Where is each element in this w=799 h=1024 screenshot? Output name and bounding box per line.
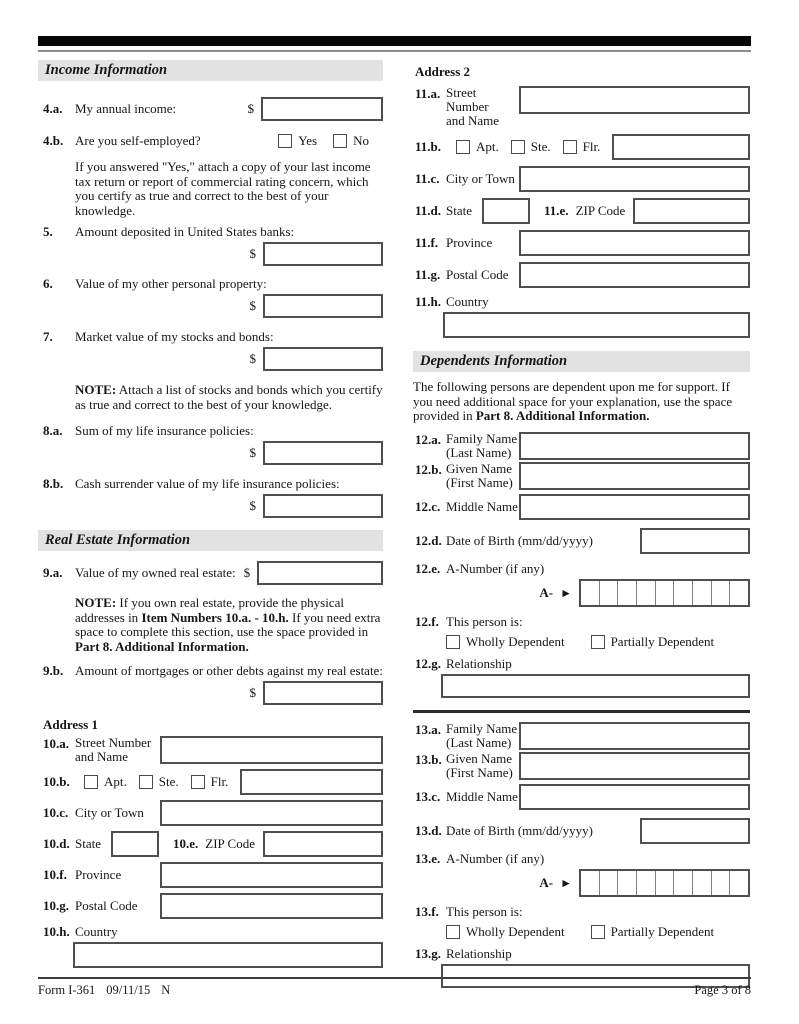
income-section-title: Income Information xyxy=(45,62,168,78)
item-5 xyxy=(38,224,383,266)
zip-label: ZIP Code xyxy=(205,836,255,851)
real-estate-note xyxy=(75,596,383,654)
comb-cell xyxy=(599,581,618,605)
comb-cell xyxy=(711,871,730,895)
item-8b-label: Cash surrender value of my life insurance policies: xyxy=(75,476,340,491)
flr-checkbox[interactable] xyxy=(191,775,205,789)
item-13c xyxy=(413,784,750,810)
addr2-city-input[interactable] xyxy=(519,166,750,192)
addr2-country-input[interactable] xyxy=(443,312,750,338)
item-9b xyxy=(38,663,383,705)
personal-property-input[interactable] xyxy=(263,294,383,318)
item-13e xyxy=(413,851,750,897)
item-11b xyxy=(413,134,750,160)
dob-label: Date of Birth (mm/dd/yyyy) xyxy=(446,532,593,548)
dep1-a-number-comb-field[interactable] xyxy=(579,579,750,607)
item-11a-number: 11.a. xyxy=(415,86,441,101)
annual-income-input[interactable] xyxy=(261,97,383,121)
item-9b-label: Amount of mortgages or other debts against my real estate: xyxy=(75,663,383,678)
item-12f-number: 12.f. xyxy=(415,613,439,629)
item-8b-number: 8.b. xyxy=(43,476,64,491)
item-11e-number: 11.e. xyxy=(544,203,569,218)
addr2-state-input[interactable] xyxy=(482,198,530,224)
item-10a-number: 10.a. xyxy=(43,736,69,751)
item-5-label: Amount deposited in United States banks: xyxy=(75,224,295,239)
addr2-zip-input[interactable] xyxy=(633,198,750,224)
middle-name-label: Middle Name xyxy=(446,788,518,804)
real-estate-value-input[interactable] xyxy=(257,561,383,585)
item-8a-label: Sum of my life insurance policies: xyxy=(75,423,254,438)
page-number: Page 3 of 8 xyxy=(694,983,751,997)
item-10d-number: 10.d. xyxy=(43,836,70,851)
item-7 xyxy=(38,329,383,371)
item-12d xyxy=(413,528,750,554)
item-8a xyxy=(38,423,383,465)
apt-checkbox[interactable] xyxy=(456,140,470,154)
family-name-label: Family Name (Last Name) xyxy=(446,720,518,750)
item-8a-number: 8.a. xyxy=(43,423,63,438)
item-11f xyxy=(413,230,750,256)
item-13d xyxy=(413,818,750,844)
flr-label: Flr. xyxy=(210,774,229,789)
dependents-section-title: Dependents Information xyxy=(420,353,568,369)
person-is-label: This person is: xyxy=(446,613,523,629)
item-10f xyxy=(38,862,383,888)
flr-label: Flr. xyxy=(582,139,601,154)
top-black-bar xyxy=(38,36,751,46)
no-label: No xyxy=(353,133,369,148)
item-12b-number: 12.b. xyxy=(415,461,442,477)
arrow-right-icon: ► xyxy=(560,875,572,890)
partially-dependent-label: Partially Dependent xyxy=(610,923,715,939)
item-11g xyxy=(413,262,750,288)
item-4a-number: 4.a. xyxy=(43,101,63,116)
wholly-dependent-label: Wholly Dependent xyxy=(466,633,565,649)
street-label: Street Number and Name xyxy=(75,735,152,764)
item-11d-number: 11.d. xyxy=(415,203,442,218)
item-12c xyxy=(413,494,750,520)
dep1-given-name-input[interactable] xyxy=(519,462,750,490)
item-12g xyxy=(413,656,750,698)
yes-label: Yes xyxy=(298,133,318,148)
note-bold: NOTE: xyxy=(75,595,117,610)
comb-cell xyxy=(729,871,748,895)
comb-cell xyxy=(617,581,636,605)
comb-cell xyxy=(599,871,618,895)
item-4b-number: 4.b. xyxy=(43,133,64,148)
real-estate-section-title: Real Estate Information xyxy=(45,532,191,548)
state-label: State xyxy=(446,203,472,218)
state-label: State xyxy=(75,836,101,851)
note-text-1: If you own real estate, provide the physical addresses in xyxy=(75,595,344,625)
flr-option xyxy=(563,139,601,155)
country-label: Country xyxy=(75,924,118,939)
given-name-label: Given Name (First Name) xyxy=(446,460,513,490)
dep1-middle-name-input[interactable] xyxy=(519,494,750,520)
comb-cell xyxy=(617,871,636,895)
form-edition-info xyxy=(38,983,170,998)
addr1-province-input[interactable] xyxy=(160,862,383,888)
note-text: Attach a list of stocks and bonds which you certify as true and correct to the best of your knowledge. xyxy=(75,382,383,412)
apt-checkbox[interactable] xyxy=(84,775,98,789)
item-5-number: 5. xyxy=(43,224,53,239)
addr2-unit-number-input[interactable] xyxy=(612,134,750,160)
item-11f-number: 11.f. xyxy=(415,235,439,250)
person-is-label: This person is: xyxy=(446,903,523,919)
item-13d-number: 13.d. xyxy=(415,822,442,838)
dollar-sign: $ xyxy=(249,298,256,313)
dep1-family-name-input[interactable] xyxy=(519,432,750,460)
dob-label: Date of Birth (mm/dd/yyyy) xyxy=(446,822,593,838)
ste-option xyxy=(139,774,179,790)
dollar-sign: $ xyxy=(249,351,256,366)
bank-deposits-input[interactable] xyxy=(263,242,383,266)
item-10h-number: 10.h. xyxy=(43,924,70,939)
item-13g xyxy=(413,946,750,988)
item-10c-number: 10.c. xyxy=(43,805,69,820)
item-13c-number: 13.c. xyxy=(415,788,441,804)
item-6-number: 6. xyxy=(43,276,53,291)
comb-cell xyxy=(692,871,711,895)
right-column xyxy=(413,60,750,988)
dollar-sign: $ xyxy=(249,445,256,460)
item-13e-number: 13.e. xyxy=(415,850,441,866)
intro-bold: Part 8. Additional Information. xyxy=(475,408,650,423)
addr2-postal-code-input[interactable] xyxy=(519,262,750,288)
item-9a-label: Value of my owned real estate: xyxy=(75,565,236,580)
addr1-state-input[interactable] xyxy=(111,831,159,857)
item-10f-number: 10.f. xyxy=(43,867,67,882)
item-13g-number: 13.g. xyxy=(415,945,441,961)
dollar-sign: $ xyxy=(243,565,251,580)
partially-dependent-option xyxy=(591,634,715,650)
a-prefix-label: A- xyxy=(539,584,554,600)
self-employed-no-option xyxy=(333,133,369,149)
item-7-label: Market value of my stocks and bonds: xyxy=(75,329,274,344)
item-10h xyxy=(38,924,383,968)
dep1-date-of-birth-input[interactable] xyxy=(640,528,750,554)
item-11b-number: 11.b. xyxy=(415,139,442,154)
item-12c-number: 12.c. xyxy=(415,498,441,514)
dep2-middle-name-input[interactable] xyxy=(519,784,750,810)
ste-checkbox[interactable] xyxy=(139,775,153,789)
province-label: Province xyxy=(75,867,122,882)
item-13a-number: 13.a. xyxy=(415,721,441,737)
given-name-label: Given Name (First Name) xyxy=(446,750,513,780)
wholly-dependent-label: Wholly Dependent xyxy=(466,923,565,939)
life-insurance-sum-input[interactable] xyxy=(263,441,383,465)
item-11c xyxy=(413,166,750,192)
addr2-street-input[interactable] xyxy=(519,86,750,114)
addr1-postal-code-input[interactable] xyxy=(160,893,383,919)
page-footer xyxy=(38,983,751,998)
middle-name-label: Middle Name xyxy=(446,498,518,514)
footer-divider-line xyxy=(38,977,751,979)
item-12g-number: 12.g. xyxy=(415,655,441,671)
real-estate-section-header xyxy=(38,530,383,551)
address2-heading: Address 2 xyxy=(415,64,471,79)
comb-cell xyxy=(655,581,674,605)
comb-cell xyxy=(729,581,748,605)
dep2-date-of-birth-input[interactable] xyxy=(640,818,750,844)
item-12d-number: 12.d. xyxy=(415,532,442,548)
dep1-relationship-input[interactable] xyxy=(441,674,750,698)
item-12a xyxy=(413,432,750,460)
stocks-note xyxy=(75,383,383,412)
item-10g-number: 10.g. xyxy=(43,898,69,913)
cash-surrender-value-input[interactable] xyxy=(263,494,383,518)
dollar-sign: $ xyxy=(249,246,256,261)
family-name-label: Family Name (Last Name) xyxy=(446,430,518,460)
item-13f xyxy=(413,904,750,940)
apt-label: Apt. xyxy=(104,774,127,789)
item-12e-number: 12.e. xyxy=(415,560,441,576)
comb-cell xyxy=(655,871,674,895)
item-4a-label: My annual income: xyxy=(75,101,177,116)
wholly-dependent-checkbox[interactable] xyxy=(446,635,460,649)
item-12f xyxy=(413,614,750,650)
dependent-1-block xyxy=(413,432,750,698)
edition-code: N xyxy=(161,983,171,997)
item-11a xyxy=(413,86,750,128)
item-13f-number: 13.f. xyxy=(415,903,439,919)
item-4b-label: Are you self-employed? xyxy=(75,133,201,148)
street-label: Street Number and Name xyxy=(446,85,500,128)
address1-heading: Address 1 xyxy=(43,717,99,732)
item-6-label: Value of my other personal property: xyxy=(75,276,267,291)
relationship-label: Relationship xyxy=(446,945,512,961)
partially-dependent-option xyxy=(591,924,715,940)
province-label: Province xyxy=(446,235,493,250)
dependents-intro xyxy=(413,380,750,424)
item-11h-number: 11.h. xyxy=(415,294,442,309)
item-8b xyxy=(38,476,383,518)
dependents-section-header xyxy=(413,351,750,372)
note-bold-2: Item Numbers 10.a. - 10.h. xyxy=(141,609,289,625)
city-label: City or Town xyxy=(75,805,144,820)
dollar-sign: $ xyxy=(249,498,256,513)
dependents-divider xyxy=(413,710,750,713)
relationship-label: Relationship xyxy=(446,655,512,671)
item-11h xyxy=(413,294,750,338)
comb-cell xyxy=(636,871,655,895)
item-10e-number: 10.e. xyxy=(173,836,199,851)
zip-label: ZIP Code xyxy=(575,203,626,218)
edition-date: 09/11/15 xyxy=(106,983,151,997)
item-9a xyxy=(38,561,383,585)
income-section-header xyxy=(38,60,383,81)
apt-option xyxy=(456,139,499,155)
no-checkbox[interactable] xyxy=(333,134,347,148)
flr-checkbox[interactable] xyxy=(563,140,577,154)
stocks-bonds-input[interactable] xyxy=(263,347,383,371)
dependent-2-block xyxy=(413,722,750,988)
ste-label: Ste. xyxy=(158,774,179,789)
country-label: Country xyxy=(446,294,489,309)
item-9a-number: 9.a. xyxy=(43,565,63,580)
addr1-city-input[interactable] xyxy=(160,800,383,826)
item-12e xyxy=(413,561,750,607)
left-column xyxy=(38,60,383,968)
item-4b-note: If you answered "Yes," attach a copy of your last income tax return or report of commercial rating concern, which you certify as true and correct to the best of your knowledge. xyxy=(75,159,371,218)
comb-cell xyxy=(636,581,655,605)
item-12a-number: 12.a. xyxy=(415,431,441,447)
comb-cell xyxy=(711,581,730,605)
item-6 xyxy=(38,276,383,318)
intro-text: The following persons are dependent upon me for support. If you need additional space for your explanation, use the space provided in xyxy=(413,379,733,423)
comb-cell xyxy=(581,871,599,895)
form-number: Form I-361 xyxy=(38,983,96,997)
dollar-sign: $ xyxy=(249,685,256,700)
dollar-sign: $ xyxy=(247,101,254,116)
addr1-street-input[interactable] xyxy=(160,736,383,764)
wholly-dependent-option xyxy=(446,924,565,940)
item-11d-11e xyxy=(413,198,750,224)
item-11c-number: 11.c. xyxy=(415,171,440,186)
yes-checkbox[interactable] xyxy=(278,134,292,148)
comb-cell xyxy=(673,581,692,605)
item-10b-number: 10.b. xyxy=(43,774,70,789)
comb-cell xyxy=(692,581,711,605)
apt-option xyxy=(84,774,127,790)
mortgages-debts-input[interactable] xyxy=(263,681,383,705)
ste-label: Ste. xyxy=(530,139,551,154)
ste-option xyxy=(511,139,551,155)
item-10a xyxy=(38,736,383,764)
arrow-right-icon: ► xyxy=(560,585,572,600)
partially-dependent-checkbox[interactable] xyxy=(591,635,605,649)
ste-checkbox[interactable] xyxy=(511,140,525,154)
self-employed-yes-option xyxy=(278,133,317,149)
item-7-number: 7. xyxy=(43,329,53,344)
item-13a xyxy=(413,722,750,750)
note-text-2: If you need extra space to complete this section, use the space provided in xyxy=(75,609,381,639)
comb-cell xyxy=(581,581,599,605)
comb-cell xyxy=(673,871,692,895)
item-13b-number: 13.b. xyxy=(415,751,442,767)
addr1-zip-input[interactable] xyxy=(263,831,383,857)
a-number-label: A-Number (if any) xyxy=(446,560,545,576)
dep2-given-name-input[interactable] xyxy=(519,752,750,780)
a-prefix-label: A- xyxy=(539,874,554,890)
postal-code-label: Postal Code xyxy=(446,267,509,282)
note-bold-3: Part 8. Additional Information. xyxy=(75,638,249,654)
addr1-country-input[interactable] xyxy=(73,942,383,968)
top-divider-line xyxy=(38,50,751,52)
note-bold: NOTE: xyxy=(75,382,117,397)
item-12b xyxy=(413,462,750,490)
wholly-dependent-option xyxy=(446,634,565,650)
item-13b xyxy=(413,752,750,780)
addr2-province-input[interactable] xyxy=(519,230,750,256)
item-10g xyxy=(38,893,383,919)
item-10c xyxy=(38,800,383,826)
item-10d-10e xyxy=(38,831,383,857)
item-4b xyxy=(38,133,383,149)
item-10b xyxy=(38,769,383,795)
dep2-a-number-comb-field[interactable] xyxy=(579,869,750,897)
item-11g-number: 11.g. xyxy=(415,267,441,282)
wholly-dependent-checkbox[interactable] xyxy=(446,925,460,939)
flr-option xyxy=(191,774,229,790)
item-9b-number: 9.b. xyxy=(43,663,64,678)
partially-dependent-label: Partially Dependent xyxy=(610,633,715,649)
city-label: City or Town xyxy=(446,171,515,186)
a-number-label: A-Number (if any) xyxy=(446,850,545,866)
dep2-family-name-input[interactable] xyxy=(519,722,750,750)
addr1-unit-number-input[interactable] xyxy=(240,769,383,795)
postal-code-label: Postal Code xyxy=(75,898,138,913)
item-4a xyxy=(38,97,383,121)
partially-dependent-checkbox[interactable] xyxy=(591,925,605,939)
apt-label: Apt. xyxy=(476,139,499,154)
